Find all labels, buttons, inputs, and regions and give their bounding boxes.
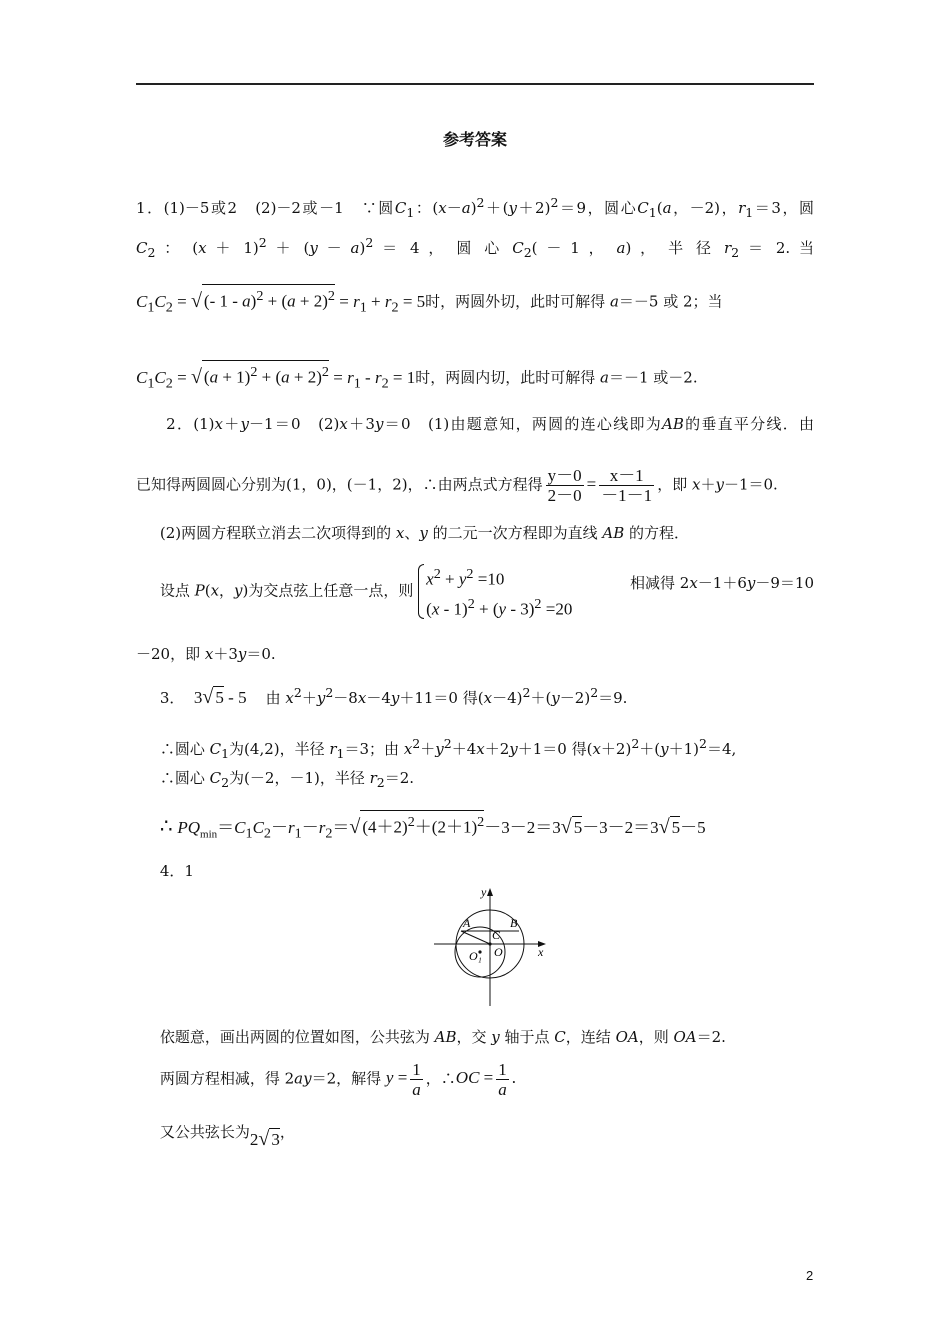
- q2-line-2-text: 已知得两圆圆心分别为(1，0)，(－1，2)，∴由两点式方程得: [136, 475, 543, 494]
- segment-OA: [461, 931, 490, 944]
- label-O: O: [494, 945, 503, 959]
- q1-tail-outer: 时，两圆外切，此时可解得 a＝－5 或 2；当: [425, 292, 723, 311]
- label-C: C: [492, 928, 501, 942]
- q1-tail-inner: 时，两圆内切，此时可解得 a＝－1 或－2.: [415, 368, 698, 387]
- q3-line-1: 3． 3√ 5 - 5 由 $x^2+y^2-8x-4y+11=0$ 得$(x-4)^2+(y-2)^2=9$.: [136, 685, 628, 708]
- q2-line-4: 设点 P(x，y)为交点弦上任意一点，则 $x^2 + y^2 =10$ (x - 1)$^2$ + (y - 3)$^2$ =20 相减得 2x－1＋6y－9＝10: [136, 562, 814, 621]
- q4-chord-length: 2√ 3: [249, 1128, 280, 1150]
- q4-line-1: 依题意，画出两圆的位置如图，公共弦为 AB，交 y 轴于点 C，连结 OA，则 OA＝2.: [136, 1028, 726, 1046]
- label-x: x: [538, 945, 544, 959]
- q3-answer: 3√ 5 - 5: [193, 686, 247, 708]
- q3-line-3: ∴圆心 $C_2$为(－2，－1)，半径 $r_2=2$.: [136, 769, 415, 790]
- q3-line-4: ∴ $PQ_{min}=C_1C_2-r_1-r_2=√$ $(4+2)^2+(2+1)^2-3-2=3√$ 5－3－2＝3√ 5－5: [136, 810, 814, 845]
- q1-line-2: $C_2$ ： $(x + 1)^2 + (y - a)^2 = 4$ ， 圆 心 $C_2( - 1$ ， a) ， 半 径 $r_2 = 2$. 当: [136, 235, 815, 260]
- label-y: y: [481, 885, 487, 899]
- q2-line-1: 2．(1)x＋y－1＝0 (2)x＋3y＝0 (1)由题意知，两圆的连心线即为AB的垂直平分线．由: [136, 415, 814, 433]
- two-circles-figure: [428, 884, 552, 1010]
- q2-line-5: －20，即 x＋3y＝0.: [136, 645, 276, 663]
- q4-line-2: 两圆方程相减，得 2ay＝2，解得 y = $\frac{1}{a}$ ，∴OC = $\frac{1}{a}$ .: [136, 1060, 517, 1099]
- q2-equation-system: $x^2 + y^2 =10$ (x - 1)$^2$ + (y - 3)$^2$ =20: [418, 562, 572, 621]
- q3-line-2: ∴圆心 $C_1$为(4,2)，半径 $r_1=3$；由 $x^2+y^2+4x+2y+1=0$ 得$(x+2)^2+(y+1)^2=4$,: [136, 736, 737, 761]
- header-rule: [136, 83, 814, 85]
- q2-line-2: 已知得两圆圆心分别为(1，0)，(－1，2)，∴由两点式方程得 $\frac{y-0}{2-0}$ = $\frac{x-1}{-1-1}$ ，即 x＋y－1＝0.: [136, 466, 778, 505]
- q1-line-3: [136, 284, 814, 318]
- label-A: A: [463, 916, 471, 930]
- label-B: B: [510, 916, 518, 930]
- q1-line-1: 1．(1)－5或2 (2)－2或－1 ∵圆$C_1$：$(x-a)^2+(y+2)^2=9$，圆心$C_1(a$，－2)，$r_1=3$，圆: [136, 195, 815, 220]
- page-number: 2: [806, 1268, 814, 1283]
- q3-final-formula: $PQ_{min}=C_1C_2-r_1-r_2=√$ $(4+2)^2+(2+1)^2-3-2=3√$ 5－3－2＝3√ 5－5: [177, 818, 705, 837]
- q2-fraction-left: $\frac{y-0}{2-0}$: [547, 466, 582, 505]
- q2-fraction-right: $\frac{x-1}{-1-1}$: [601, 466, 653, 505]
- q2-line-4-tail: 相减得 2x－1＋6y－9＝10: [630, 574, 814, 592]
- point-O: [488, 942, 491, 945]
- label-O1: O₁: [469, 949, 482, 963]
- q4-line-3: 又公共弦长为2√ 3，: [136, 1123, 295, 1150]
- q4-y-value: y = $\frac{1}{a}$: [385, 1060, 421, 1099]
- y-axis-arrow: [487, 888, 493, 896]
- q1-formula-outer: $C_1C_2$ = √ (- $1 - a)^2 + (a + 2)^2 = r_1 + r_2 = 5$: [136, 292, 425, 311]
- q4-oc-value: OC = $\frac{1}{a}$ .: [455, 1060, 517, 1099]
- q2-line-3: (2)两圆方程联立消去二次项得到的 x、y 的二元一次方程即为直线 AB 的方程．: [136, 524, 690, 542]
- page-title: 参考答案: [442, 130, 507, 149]
- q1-formula-inner: $C_1C_2$ = √ $(a + 1)^2 + (a + 2)^2 = r_1 - r_2 = 1$: [136, 368, 415, 387]
- q4-answer: 4．1: [159, 862, 194, 880]
- q1-line-4: [136, 360, 814, 394]
